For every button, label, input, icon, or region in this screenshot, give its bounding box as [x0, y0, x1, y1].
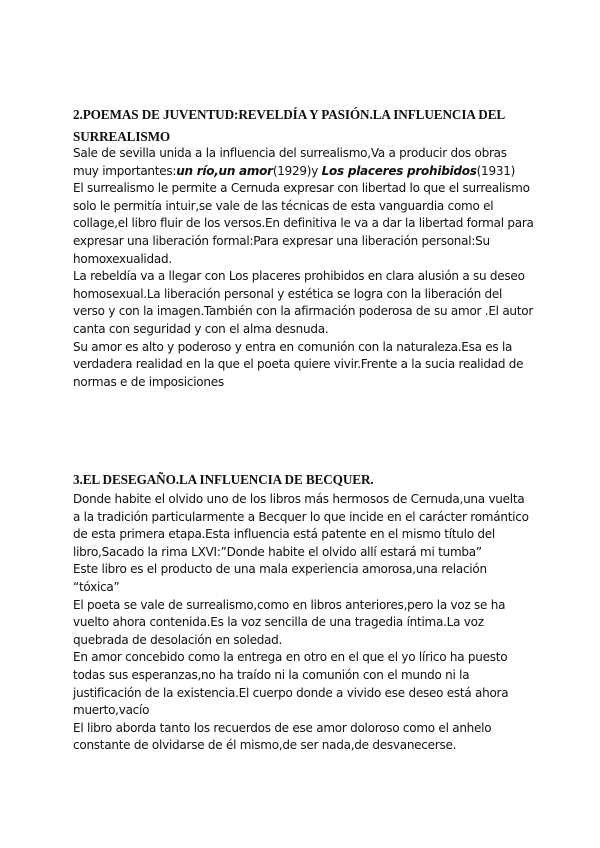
- book-title: un río,un amor: [176, 163, 273, 178]
- paragraph: El surrealismo le permite a Cernuda expresar con libertad lo que el surrealismo solo le permitía intuir,se vale de las técnicas de esta vanguardia como el collage,el libro fluir de los versos.En definitiva le va a dar la libertad formal para expresar una liberación formal:Para expresar una liberación personal:Su homoxexualidad.: [73, 181, 534, 266]
- paragraph: El libro aborda tanto los recuerdos de ese amor doloroso como el anhelo constante de olvidarse de él mismo,de ser nada,de desvanecerse.: [73, 720, 492, 753]
- paragraph: [73, 145, 535, 180]
- paragraph: Este libro es el producto de una mala experiencia amorosa,una relación “tóxica”: [73, 562, 487, 594]
- paragraph: La rebeldía va a llegar con Los placeres prohibidos en clara alusión a su deseo homosexual.La liberación personal y estética se logra con la liberación del verso y con la imagen.También con la afirmación poderosa de su amor .El autor canta con seguridad y con el alma desnuda.: [73, 269, 534, 336]
- text-run: (1929)y: [272, 163, 322, 178]
- section-heading-becquer: 3.EL DESEGAÑO.LA INFLUENCIA DE BECQUER.: [73, 472, 374, 487]
- section-body-surrealism: [73, 145, 535, 391]
- paragraph: El poeta se vale de surrealismo,como en libros anteriores,pero la voz se ha vuelto ahora contenida.Es la voz sencilla de una tragedia íntima.La voz quebrada de desolación en soledad.: [73, 597, 506, 647]
- text-run: Sale de sevilla unida a la influencia del surrealismo,Va a producir dos obras muy importantes:: [73, 146, 507, 178]
- book-title: Los placeres prohibidos: [321, 163, 477, 178]
- section-heading-surrealism: 2.POEMAS DE JUVENTUD:REVELDÍA Y PASIÓN.LA INFLUENCIA DEL SURREALISMO: [73, 107, 505, 144]
- text-run: (1931): [476, 163, 516, 178]
- paragraph: Donde habite el olvido uno de los libros más hermosos de Cernuda,una vuelta a la tradición particularmente a Becquer lo que incide en el carácter romántico de esta primera etapa.Esta influencia está patente en el mismo título del libro,Sacado la rima LXVI:”Donde habite el olvido allí estará mi tumba”: [73, 492, 529, 559]
- paragraph: Su amor es alto y poderoso y entra en comunión con la naturaleza.Esa es la verdadera realidad en la que el poeta quiere vivir.Frente a la sucia realidad de normas e de imposiciones: [73, 339, 524, 389]
- section-body-becquer: [73, 491, 535, 755]
- paragraph: En amor concebido como la entrega en otro en el que el yo lírico ha puesto todas sus esperanzas,no ha traído ni la comunión con el mundo ni la justificación de la existencia.El cuerpo donde a vivido ese deseo está ahora muerto,vacío: [73, 650, 509, 718]
